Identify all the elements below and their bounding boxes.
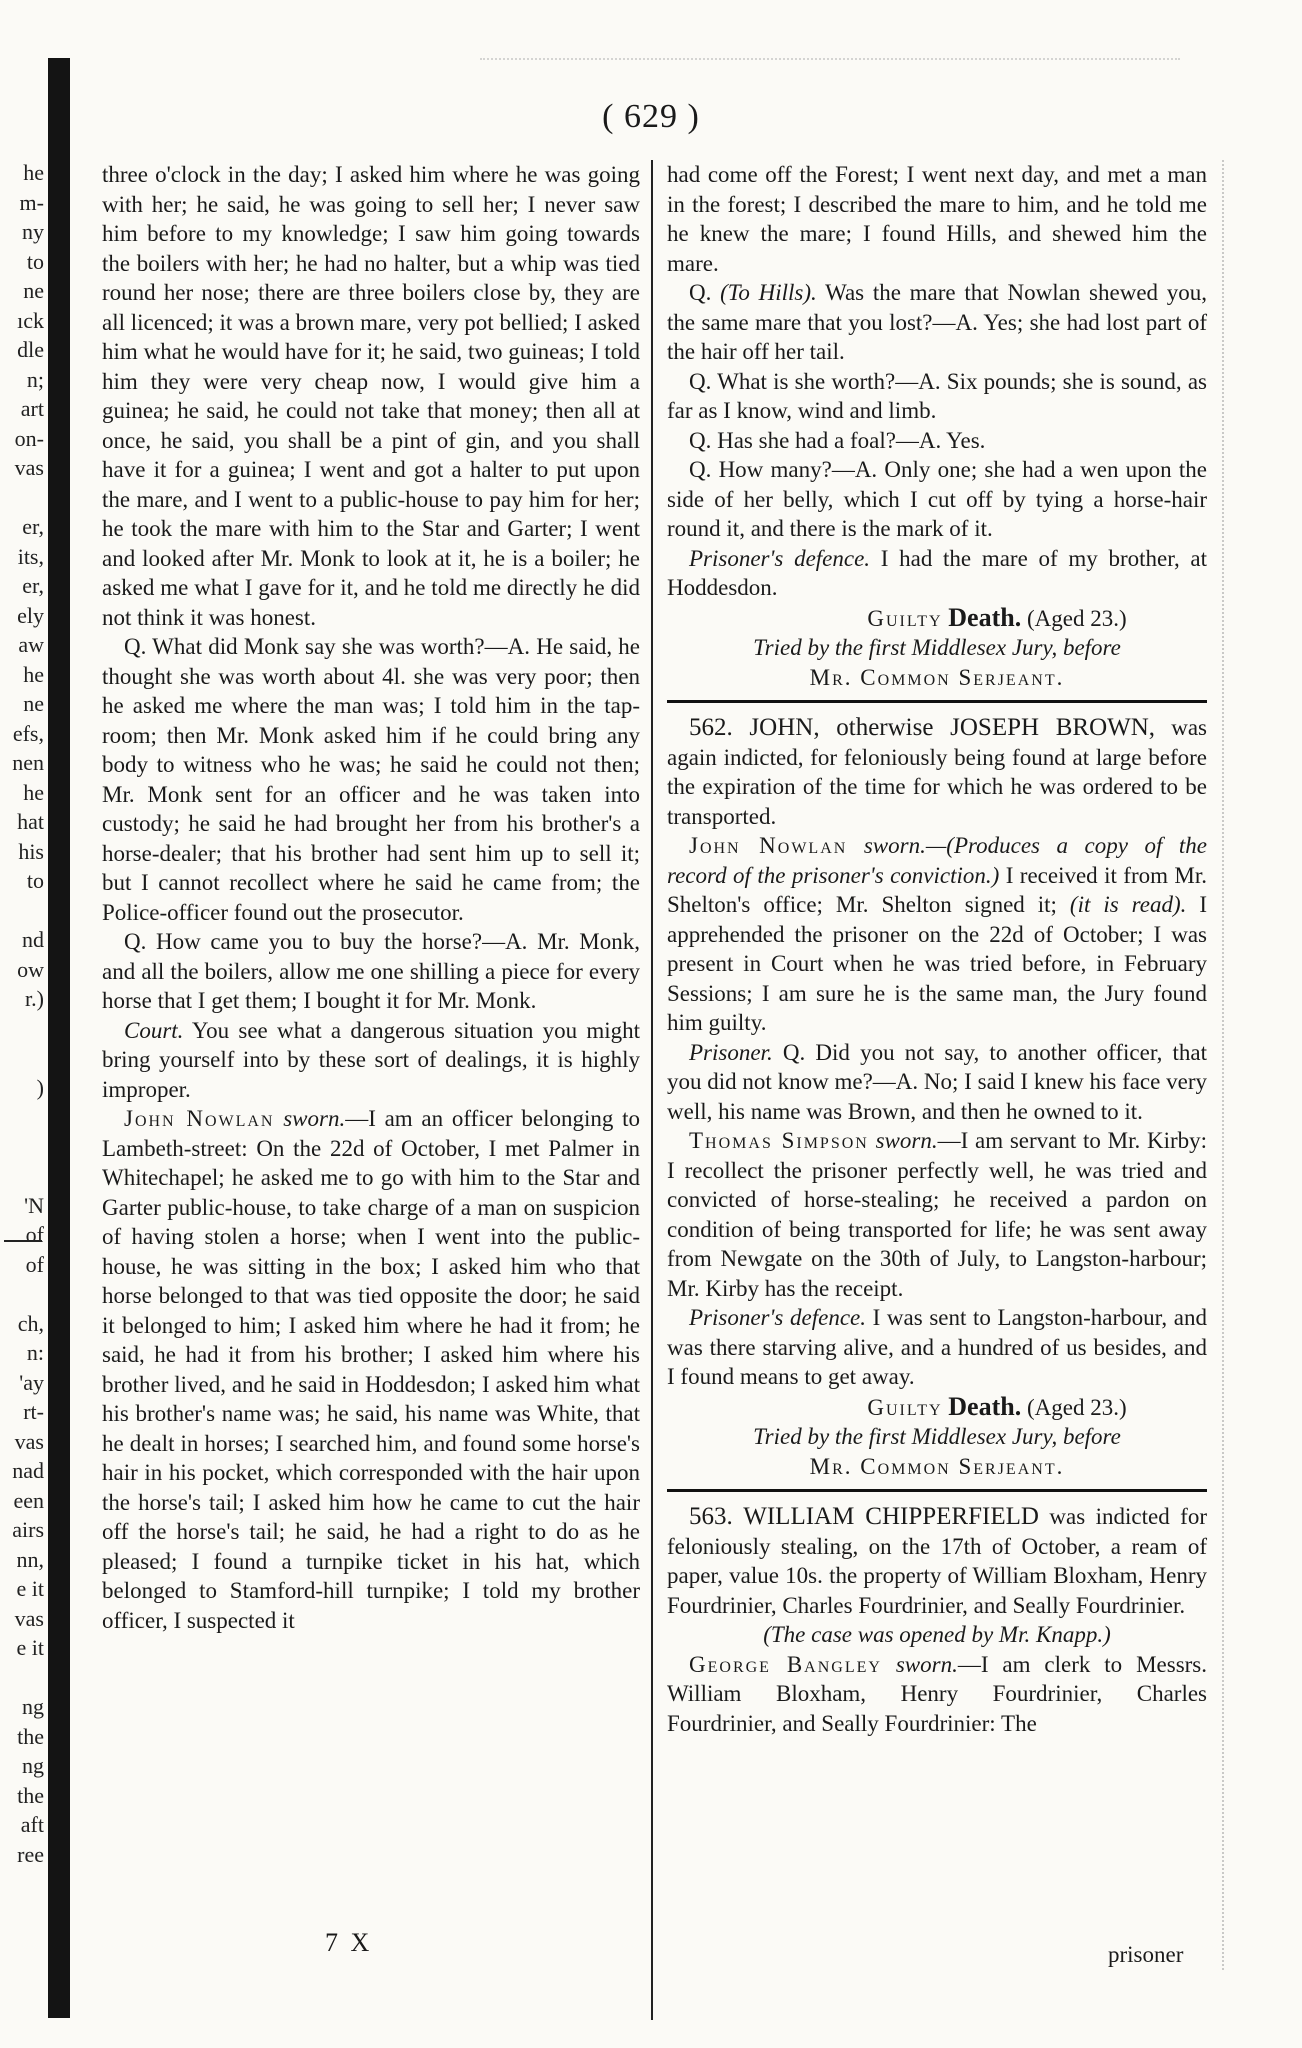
right-column — [667, 160, 1207, 1738]
adjacent-page-fragment — [0, 1102, 44, 1132]
question-text: Was the mare that Nowlan shewed you, the same mare that you lost?—A. Yes; she had lost part of the hair off her tail. — [667, 280, 1207, 364]
tried-before — [667, 1452, 1207, 1482]
adjacent-page-fragment — [0, 1663, 44, 1693]
adjacent-page-fragment: ne — [23, 691, 44, 716]
adjacent-page-fragment: he — [23, 160, 44, 185]
adjacent-page-fragment: of — [25, 1251, 44, 1277]
left-paragraph: three o'clock in the day; I asked him where he was going with her; he said, he was going to sell her; I never saw him before to my knowledge; I saw him going towards the boilers with her; he had no halter, but a whip was tied round her nose; there are three boilers close by, they are all licenced; it was a brown mare, very pot bellied; I asked him what he would have for it; he said, two guineas; I told him they were very cheap now, I would give him a guinea; he said, he could not take that money; then all at once, he said, you shall be a pint of gin, and you shall have it for a guinea; I went and got a halter to put upon the mare, and I went to a public-house to pay him for her; he took the mare with him to the Star and Garter; I went and looked after Mr. Monk to look at it, he is a boiler; he asked me what I gave for it, and he told me directly he did not think it was honest. — [102, 162, 640, 630]
adjacent-page-fragment: the — [17, 1723, 44, 1749]
right-paragraph — [667, 1303, 1207, 1392]
adjacent-page-fragment — [0, 1279, 44, 1309]
testimony-text: —I am an officer belonging to Lambeth-street: On the 22d of October, I met Palmer in Whitechapel; he asked me to go with him to the Star and Garter public-house, to take charge of a man on suspicion of having stolen a horse; when I went into the public-house, he was sitting in the box; I asked him who that horse belonged to that was tied opposite the door; he said it belonged to him; I asked him where he had it from; he said, he had it from his brother; I asked him where his brother lived, and he said in Hoddesdon; I asked him what his brother's name was; he said, his name was White, that he dealt in horses; I searched him, and found some horse's hair in his pocket, which corresponded with the hair upon the horse's tail; I asked him how he came to cut the hair off the horse's tail; he said, he had a right to do as he pleased; I found a turnpike ticket in his hat, which belonged to Stamford-hill turnpike; I told my brother officer, I suspected it — [102, 1106, 641, 1633]
verdict-age: (Aged 23.) — [1026, 1394, 1127, 1420]
case-563-text: was indicted for feloniously stealing, on the 17th of October, a ream of paper, value 10s. the property of William Bloxham, Henry Fourdrinier, Charles Fourdrinier, and Seally Fourdrinier. — [667, 1504, 1207, 1618]
prisoner-label: Prisoner. — [689, 1039, 773, 1065]
verdict-guilty: Guilty — [867, 1394, 943, 1420]
read-label: (it is read). — [1069, 892, 1187, 917]
right-paragraph — [667, 1126, 1207, 1303]
top-scan-noise — [480, 58, 1180, 70]
witness-name: Thomas Simpson — [689, 1128, 869, 1153]
adjacent-page-fragments — [0, 158, 44, 1869]
adjacent-page-fragment: its, — [17, 543, 44, 569]
adjacent-page-fragment: of — [25, 1222, 44, 1247]
adjacent-page-fragment: his — [18, 838, 44, 864]
judge-title: Mr. Common Serjeant. — [809, 664, 1065, 690]
verdict-age: (Aged 23.) — [1026, 605, 1127, 631]
adjacent-page-fragment: ng — [22, 1753, 44, 1778]
testimony-text: —I am servant to Mr. Kirby: I recollect the prisoner perfectly well, he was tried and convicted of horse-stealing; he received a pardon on condition of being transported for life; he was sent away from Newgate on the 30th of July, to Langston-harbour; Mr. Kirby has the receipt. — [667, 1128, 1208, 1301]
adjacent-page-fragment: art — [20, 396, 44, 421]
adjacent-page-fragment: on- — [14, 425, 44, 451]
adjacent-page-fragment: vas — [14, 1428, 44, 1454]
adjacent-page-fragment: ch, — [17, 1310, 44, 1336]
verdict-death: Death. — [948, 1391, 1022, 1421]
sworn-label: sworn. — [895, 1651, 958, 1677]
tried-by: Tried by the first Middlesex Jury, before — [753, 635, 1121, 660]
adjacent-page-fragment: m- — [19, 189, 44, 215]
adjacent-page-fragment: e it — [16, 1576, 44, 1601]
sworn-label: sworn. — [283, 1106, 346, 1131]
left-paragraph — [102, 1016, 640, 1105]
adjacent-page-fragment: to — [26, 868, 44, 893]
adjacent-page-fragment: aw — [18, 632, 44, 657]
right-paragraph: Q. How many?—A. Only one; she had a wen upon the side of her belly, which I cut off by tying a horse-hair round it, and there is the mark of it. — [667, 457, 1207, 541]
case-562-title: 562. JOHN, otherwise JOSEPH BROWN, — [689, 714, 1156, 741]
adjacent-page-fragment: n: — [26, 1340, 44, 1365]
adjacent-page-fragment: efs, — [12, 720, 44, 746]
adjacent-page-fragment: ely — [17, 602, 44, 628]
case-header — [667, 713, 1207, 831]
adjacent-page-fragment: vas — [14, 455, 44, 480]
adjacent-page-fragment — [0, 1132, 44, 1162]
adjacent-page-fragment: nad — [12, 1458, 44, 1483]
question-text: Q. Did you not say, to another officer, that you did not know me?—A. No; I said I knew his face very well, his name was Brown, and then he owned to it. — [667, 1039, 1208, 1124]
adjacent-page-fragment: airs — [12, 1517, 44, 1542]
produces-label: sworn.—(Produces a copy of the record of the prisoner's conviction.) — [667, 833, 1208, 888]
signature-mark: 7 X — [325, 1928, 373, 1957]
witness-name: John Nowlan — [124, 1106, 275, 1131]
to-hills-label: (To Hills). — [720, 280, 817, 305]
right-paragraph — [667, 278, 1207, 367]
adjacent-page-fragment: nen — [12, 750, 44, 775]
adjacent-page-fragment: ne — [23, 278, 44, 303]
sworn-label: sworn. — [875, 1128, 938, 1153]
adjacent-page-fragment: n; — [26, 366, 44, 392]
left-column — [102, 160, 640, 1635]
case-563-title: 563. WILLIAM CHIPPERFIELD — [689, 1503, 1039, 1530]
verdict-death: Death. — [948, 602, 1022, 632]
right-paragraph: Q. Has she had a foal?—A. Yes. — [689, 427, 986, 453]
right-paragraph — [667, 1650, 1207, 1739]
right-paragraph — [667, 831, 1207, 1038]
adjacent-page-fragment: nd — [22, 927, 44, 952]
witness-name: George Bangley — [689, 1651, 882, 1677]
right-paragraph — [667, 1038, 1207, 1127]
adjacent-page-fragment: 'N — [24, 1192, 44, 1218]
defence-text: I was sent to Langston-harbour, and was there starving alive, and a hundred of us besides, and I found means to get away. — [667, 1305, 1207, 1389]
adjacent-page-fragment: ng — [22, 1694, 44, 1719]
adjacent-page-fragment — [0, 483, 44, 513]
adjacent-page-fragment — [0, 1014, 44, 1044]
adjacent-page-fragment: the — [17, 1782, 44, 1808]
adjacent-page-fragment: er, — [22, 573, 44, 598]
adjacent-page-fragment: to — [26, 248, 44, 274]
adjacent-page-fragment: ıck — [17, 307, 44, 333]
adjacent-page-fragment: ree — [17, 1841, 44, 1867]
testimony-text: —I am clerk to Messrs. William Bloxham, Henry Fourdrinier, Charles Fourdrinier, and Seally Fourdrinier: The — [667, 1651, 1207, 1736]
defence-label: Prisoner's defence. — [689, 1305, 866, 1330]
adjacent-page-fragment: ny — [22, 219, 44, 244]
adjacent-page-fragment: hat — [17, 809, 44, 834]
left-paragraph — [102, 1104, 640, 1635]
adjacent-page-fragment: r.) — [25, 986, 44, 1011]
tried-by: Tried by the first Middlesex Jury, before — [753, 1424, 1121, 1449]
testimony-text: I apprehended the prisoner on the 22d of October; I was present in Court when he was tried before, in February Sessions; I am sure he is the same man, the Jury found him guilty. — [667, 892, 1208, 1035]
verdict-guilty: Guilty — [867, 605, 943, 631]
case-562-text: was again indicted, for feloniously being found at large before the expiration of the time for which he was ordered to be transported. — [667, 715, 1207, 829]
testimony-text: I received it from Mr. Shelton's office; Mr. Shelton signed it; — [667, 862, 1208, 917]
court-remark: You see what a dangerous situation you might bring yourself into by these sort of dealings, it is highly improper. — [102, 1017, 640, 1102]
page-binding-edge — [48, 58, 70, 2018]
right-paragraph: had come off the Forest; I went next day, and met a man in the forest; I described the mare to him, and he told me he knew the mare; I found Hills, and shewed him the mare. — [667, 162, 1207, 276]
adjacent-page-fragment: e it — [16, 1635, 44, 1660]
adjacent-page-fragment: he — [23, 779, 44, 805]
adjacent-page-fragment — [0, 896, 44, 926]
judge-title: Mr. Common Serjeant. — [809, 1453, 1065, 1479]
adjacent-page-rule — [4, 1240, 42, 1242]
right-paragraph: Q. What is she worth?—A. Six pounds; she is sound, as far as I know, wind and limb. — [667, 368, 1207, 423]
defence-label: Prisoner's defence. — [689, 545, 871, 571]
adjacent-page-fragment: he — [23, 661, 44, 687]
right-paragraph — [667, 544, 1207, 603]
adjacent-page-fragment: ow — [17, 956, 44, 982]
adjacent-page-fragment: aft — [20, 1812, 44, 1837]
left-paragraph: Q. What did Monk say she was worth?—A. He said, he thought she was worth about 4l. she was very poor; then he asked me where the man was; I told him in the tap-room; then Mr. Monk asked him if he could bring any body to witness who he was; he said he could not then; Mr. Monk sent for an officer and he was taken into custody; he said he had brought her from his brother's a horse-dealer; that his brother had sent him up to sell it; but I cannot recollect where he said he came from; the Police-officer found out the prosecutor. — [102, 634, 640, 925]
right-scan-noise — [1222, 160, 1254, 1970]
adjacent-page-fragment: ) — [36, 1074, 44, 1100]
defence-text: I had the mare of my brother, at Hoddesdon. — [667, 545, 1207, 600]
adjacent-page-fragment: vas — [14, 1605, 44, 1631]
witness-name: John Nowlan — [689, 833, 848, 858]
case-opened-note: (The case was opened by Mr. Knapp.) — [763, 1622, 1111, 1647]
adjacent-page-fragment: 'ay — [19, 1369, 44, 1395]
adjacent-page-fragment — [0, 1043, 44, 1073]
catchword: prisoner — [1108, 1942, 1184, 1967]
tried-before — [667, 663, 1207, 693]
case-header — [667, 1502, 1207, 1620]
case-separator — [667, 1489, 1207, 1492]
verdict — [667, 1392, 1207, 1423]
adjacent-page-fragment — [0, 1161, 44, 1191]
case-separator — [667, 700, 1207, 703]
adjacent-page-fragment: nn, — [16, 1546, 44, 1572]
page-number: ( 629 ) — [602, 98, 700, 135]
left-paragraph: Q. How came you to buy the horse?—A. Mr. Monk, and all the boilers, allow me one shilling a piece for every horse that I get them; I bought it for Mr. Monk. — [102, 929, 640, 1013]
adjacent-page-fragment: er, — [22, 514, 44, 539]
verdict — [667, 603, 1207, 634]
court-label: Court. — [124, 1017, 184, 1043]
question-mark: Q. — [689, 280, 712, 305]
adjacent-page-fragment: rt- — [23, 1399, 44, 1424]
column-divider — [651, 160, 653, 2020]
adjacent-page-fragment: een — [13, 1487, 44, 1513]
adjacent-page-fragment: dle — [17, 337, 44, 362]
